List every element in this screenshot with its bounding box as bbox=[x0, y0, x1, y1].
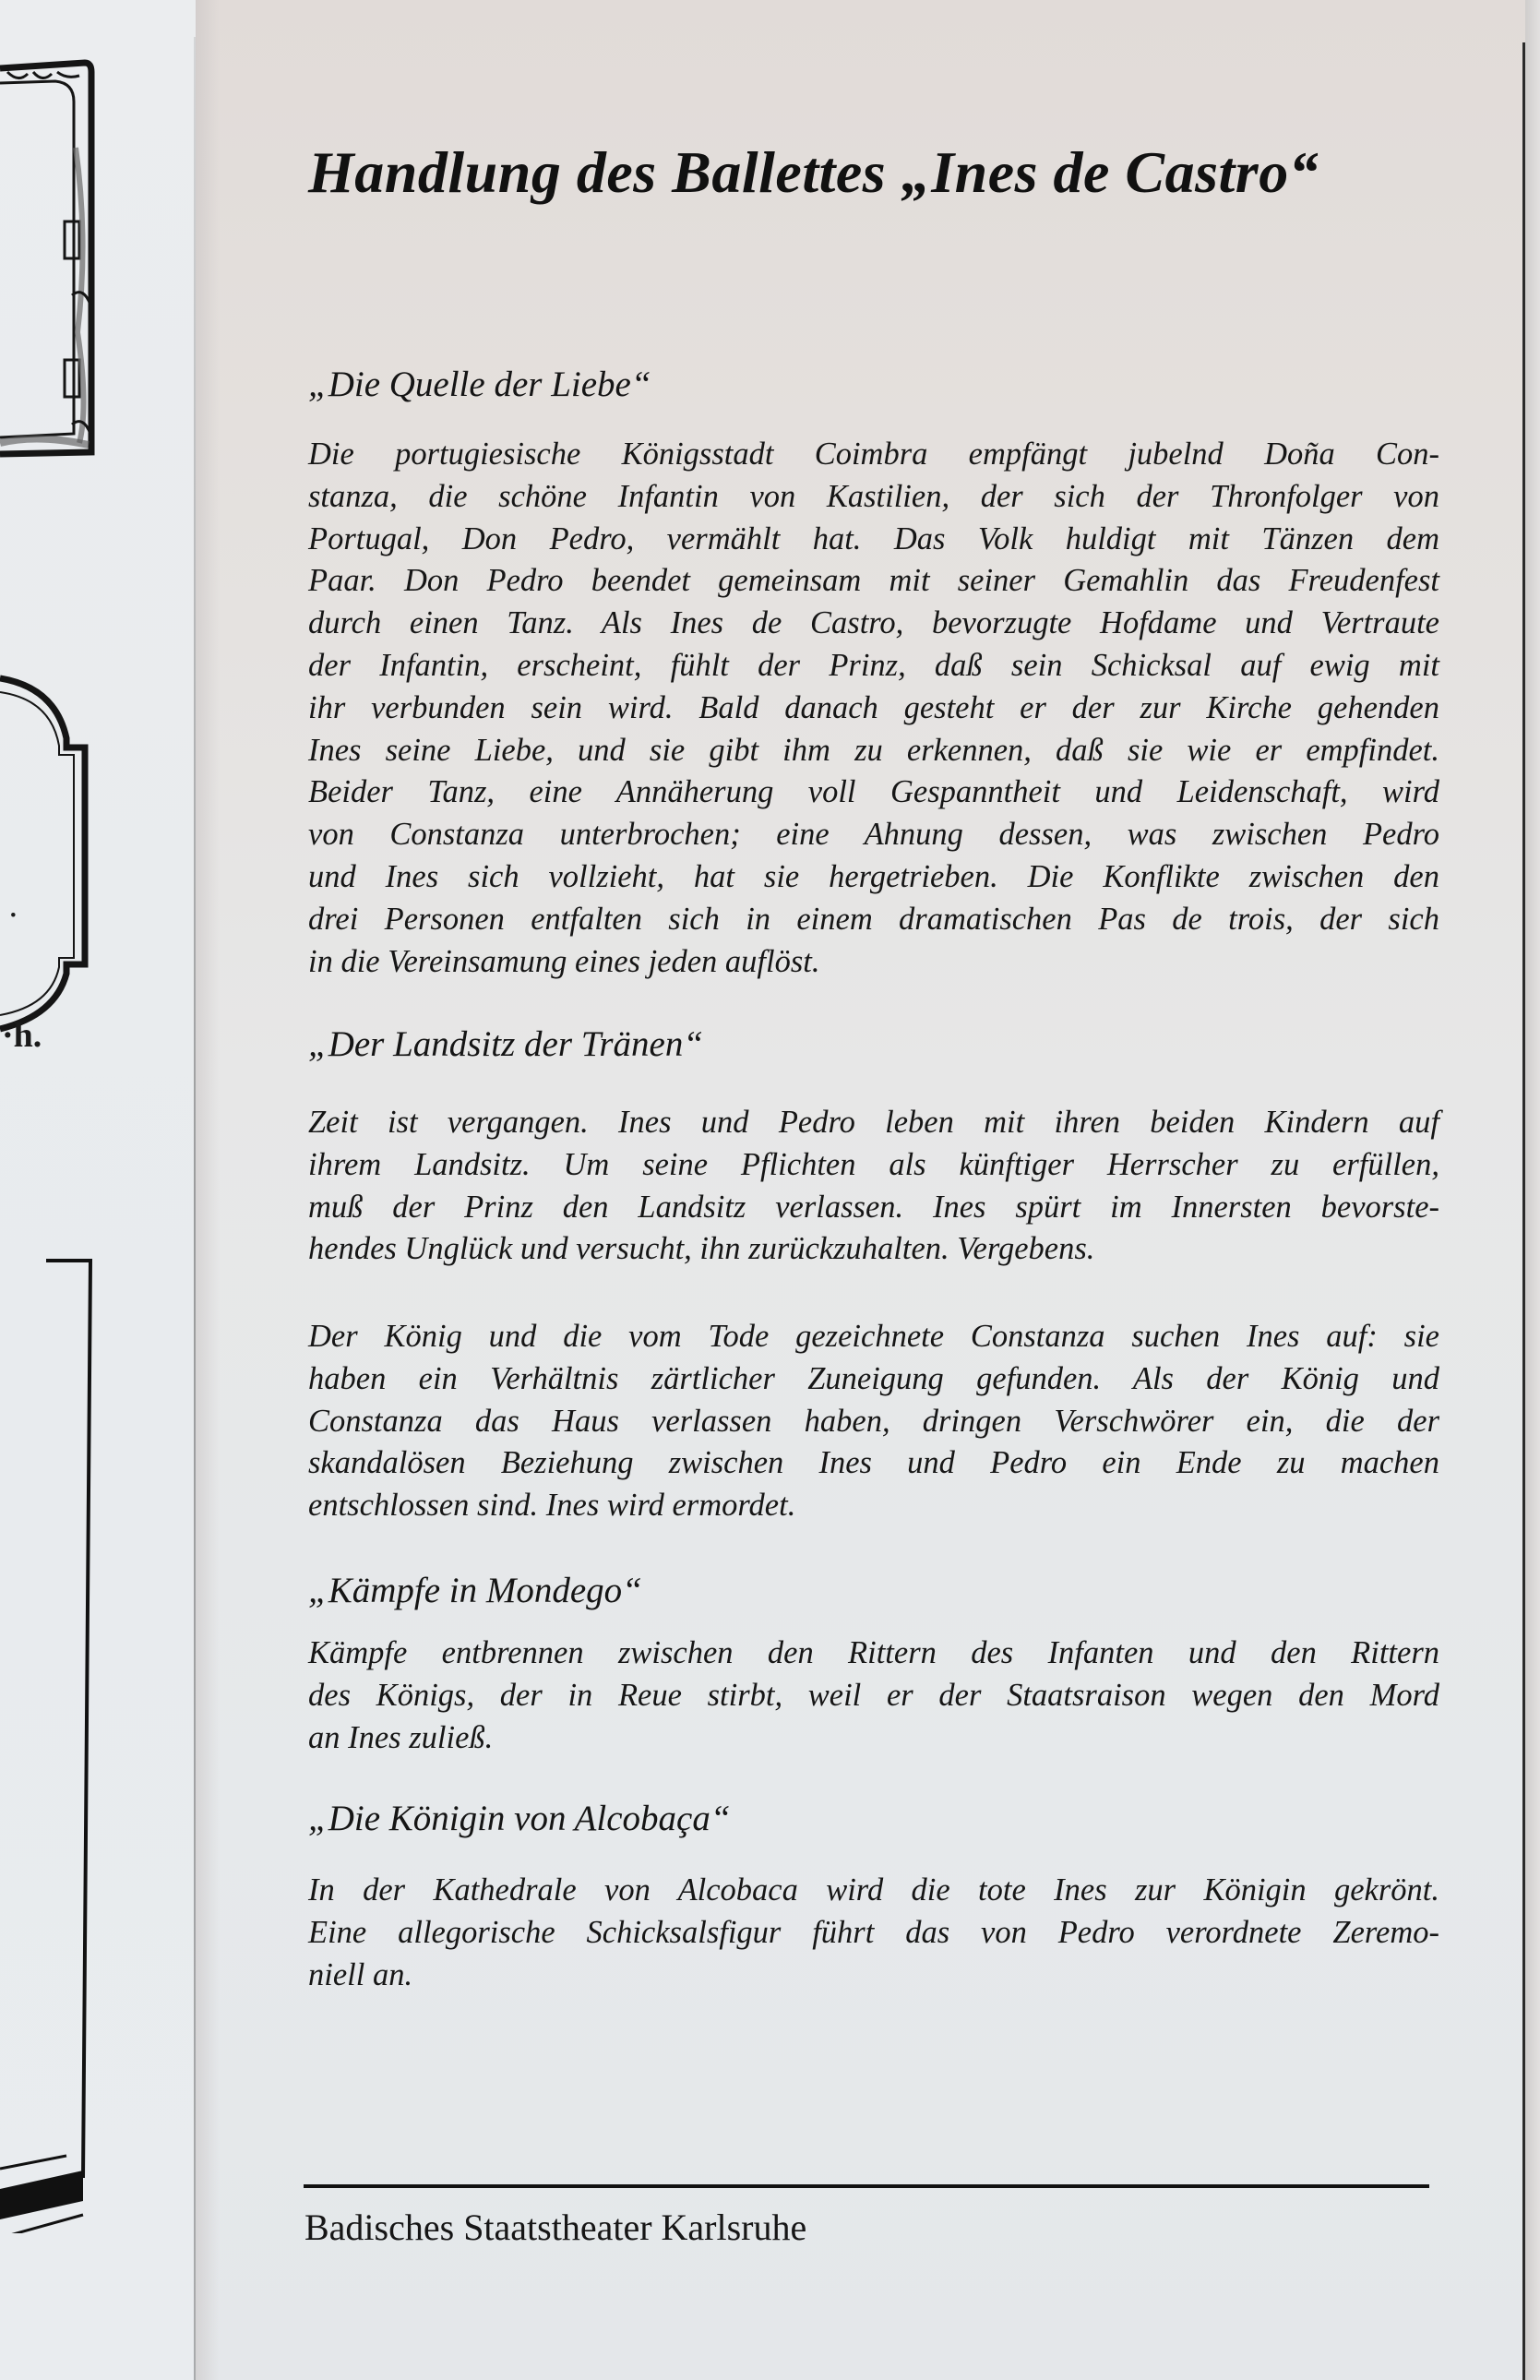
text-line: stanza, die schöne Infantin von Kastilien, der sich der Thronfolger von bbox=[308, 478, 1439, 514]
facing-page bbox=[0, 0, 196, 2380]
text-line: hendes Unglück und versucht, ihn zurückzuhalten. Vergebens. bbox=[308, 1231, 1095, 1267]
text-line: der Infantin, erscheint, fühlt der Prinz, daß sein Schicksal auf ewig mit bbox=[308, 647, 1439, 683]
paragraph-quelle bbox=[308, 434, 1439, 983]
footer-publisher: Badisches Staatstheater Karlsruhe bbox=[304, 2207, 807, 2248]
section-heading-mondego: „Kämpfe in Mondego“ bbox=[308, 1571, 642, 1610]
page-edge-shadow bbox=[1525, 0, 1540, 2380]
text-line: von Constanza unterbrochen; eine Ahnung dessen, was zwischen Pedro bbox=[308, 817, 1439, 853]
text-line: niell an. bbox=[308, 1956, 413, 1992]
facing-page-dot: · bbox=[7, 896, 19, 935]
text-line: haben ein Verhältnis zärtlicher Zuneigung gefunden. Als der König und bbox=[308, 1360, 1439, 1396]
footer-rule bbox=[304, 2184, 1429, 2188]
text-line: Der König und die vom Tode gezeichnete Constanza suchen Ines auf: sie bbox=[308, 1319, 1439, 1354]
page-edge bbox=[1522, 42, 1525, 2380]
text-line: In der Kathedrale von Alcobaca wird die tote Ines zur Königin gekrönt. bbox=[308, 1872, 1439, 1908]
text-line: an Ines zuließ. bbox=[308, 1719, 494, 1755]
text-line: Portugal, Don Pedro, vermählt hat. Das Volk huldigt mit Tänzen dem bbox=[308, 520, 1439, 556]
page-title: Handlung des Ballettes „Ines de Castro“ bbox=[308, 139, 1319, 205]
section-heading-landsitz: „Der Landsitz der Tränen“ bbox=[308, 1024, 704, 1064]
paragraph-mondego bbox=[308, 1633, 1439, 1759]
ornamental-frame-top bbox=[0, 55, 101, 461]
text-line: Eine allegorische Schicksalsfigur führt das von Pedro verordnete Zeremo- bbox=[308, 1914, 1439, 1950]
text-line: Beider Tanz, eine Annäherung voll Gespanntheit und Leidenschaft, wird bbox=[308, 774, 1439, 810]
text-line: durch einen Tanz. Als Ines de Castro, bevorzugte Hofdame und Vertraute bbox=[308, 605, 1439, 641]
text-line: und Ines sich vollzieht, hat sie hergetrieben. Die Konflikte zwischen den bbox=[308, 858, 1439, 894]
text-line: ihrem Landsitz. Um seine Pflichten als künftiger Herrscher zu erfüllen, bbox=[308, 1146, 1439, 1182]
text-line: Die portugiesische Königsstadt Coimbra empfängt jubelnd Doña Con- bbox=[308, 437, 1439, 472]
text-line: entschlossen sind. Ines wird ermordet. bbox=[308, 1488, 796, 1524]
text-line: drei Personen entfalten sich in einem dramatischen Pas de trois, der sich bbox=[308, 901, 1439, 937]
text-line: Kämpfe entbrennen zwischen den Rittern des Infanten und den Rittern bbox=[308, 1635, 1439, 1670]
section-heading-alcobaca: „Die Königin von Alcobaça“ bbox=[308, 1799, 731, 1838]
text-line: muß der Prinz den Landsitz verlassen. Ines spürt im Innersten bevorste- bbox=[308, 1189, 1439, 1225]
bracket-frame-bottom bbox=[0, 1255, 101, 2233]
text-line: skandalösen Beziehung zwischen Ines und Pedro ein Ende zu machen bbox=[308, 1445, 1439, 1481]
text-line: des Königs, der in Reue stirbt, weil er der Staatsraison wegen den Mord bbox=[308, 1677, 1439, 1713]
text-line: in die Vereinsamung eines jeden auflöst. bbox=[308, 943, 820, 979]
text-line: Zeit ist vergangen. Ines und Pedro leben mit ihren beiden Kindern auf bbox=[308, 1105, 1439, 1140]
text-line: ihr verbunden sein wird. Bald danach gesteht er der zur Kirche gehenden bbox=[308, 689, 1439, 725]
text-line: Constanza das Haus verlassen haben, dringen Verschwörer ein, die der bbox=[308, 1403, 1439, 1439]
text-line: Paar. Don Pedro beendet gemeinsam mit seiner Gemahlin das Freudenfest bbox=[308, 563, 1439, 599]
paragraph-alcobaca bbox=[308, 1870, 1439, 1996]
ornamental-frame-rounded bbox=[0, 646, 101, 1034]
text-line: Ines seine Liebe, und sie gibt ihm zu erkennen, daß sie wie er empfindet. bbox=[308, 732, 1439, 768]
section-heading-quelle: „Die Quelle der Liebe“ bbox=[308, 365, 651, 404]
paragraph-landsitz-1 bbox=[308, 1102, 1439, 1271]
facing-page-text-fragment: ·h. bbox=[2, 1016, 42, 1055]
paragraph-landsitz-2 bbox=[308, 1316, 1439, 1527]
